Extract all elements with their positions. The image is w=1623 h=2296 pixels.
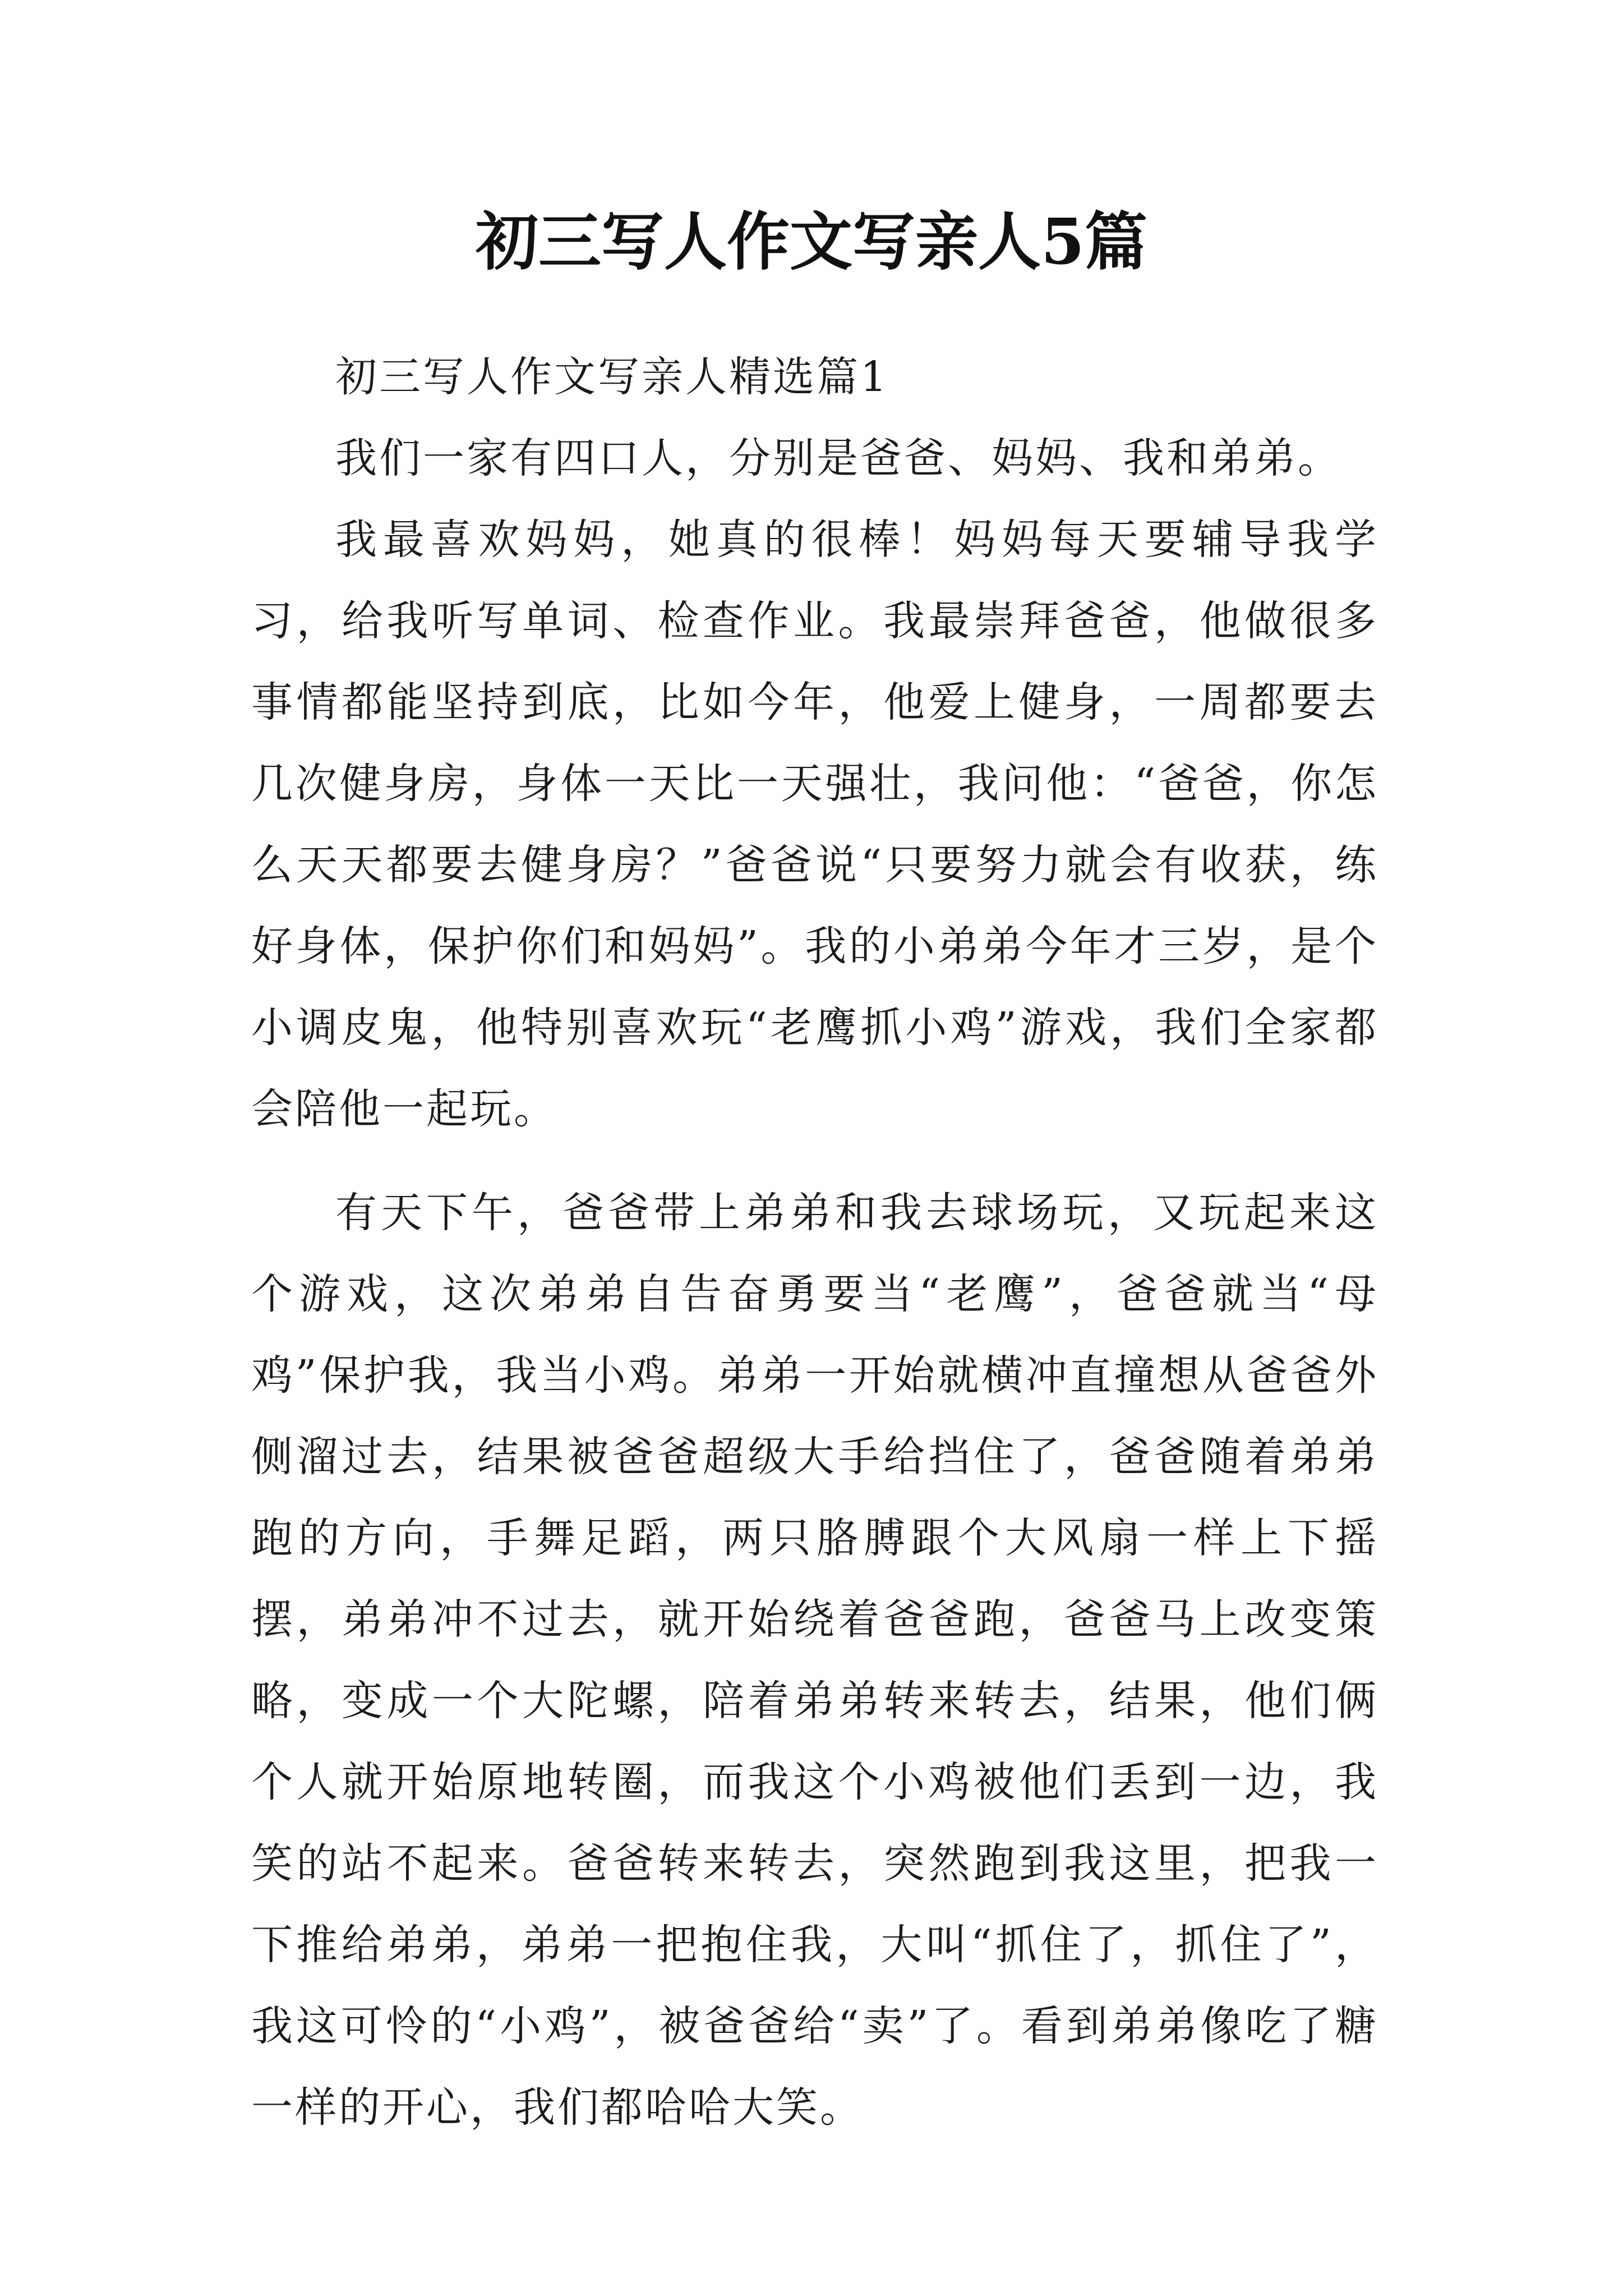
paragraph-family-intro: 我们一家有四口人，分别是爸爸、妈妈、我和弟弟。 bbox=[335, 434, 1341, 482]
document-title: 初三写人作文写亲人5篇 bbox=[476, 205, 1147, 279]
section-heading: 初三写人作文写亲人精选篇1 bbox=[335, 353, 889, 401]
paragraph-family-members: 我最喜欢妈妈，她真的很棒！妈妈每天要辅导我学习，给我听写单词、检查作业。我最崇拜爸爸，他做很多事情都能坚持到底，比如今年，他爱上健身，一周都要去几次健身房，身体一天比一天强壮，我问他：“爸爸，你怎么天天都要去健身房？”爸爸说“只要努力就会有收获，练好身体，保护你们和妈妈”。我的小弟弟今年才三岁，是个小调皮鬼，他特别喜欢玩“老鹰抓小鸡”游戏，我们全家都会陪他一起玩。 bbox=[251, 516, 1378, 1133]
paragraph-game-story: 有天下午，爸爸带上弟弟和我去球场玩，又玩起来这个游戏，这次弟弟自告奋勇要当“老鹰”，爸爸就当“母鸡”保护我，我当小鸡。弟弟一开始就横冲直撞想从爸爸外侧溜过去，结果被爸爸超级大手给挡住了，爸爸随着弟弟跑的方向，手舞足蹈，两只胳膊跟个大风扇一样上下摇摆，弟弟冲不过去，就开始绕着爸爸跑，爸爸马上改变策略，变成一个大陀螺，陪着弟弟转来转去，结果，他们俩个人就开始原地转圈，而我这个小鸡被他们丢到一边，我笑的站不起来。爸爸转来转去，突然跑到我这里，把我一下推给弟弟，弟弟一把抱住我，大叫“抓住了，抓住了”，我这可怜的“小鸡”，被爸爸给“卖”了。看到弟弟像吃了糖一样的开心，我们都哈哈大笑。 bbox=[251, 1189, 1378, 2132]
document-body bbox=[251, 337, 1378, 2148]
